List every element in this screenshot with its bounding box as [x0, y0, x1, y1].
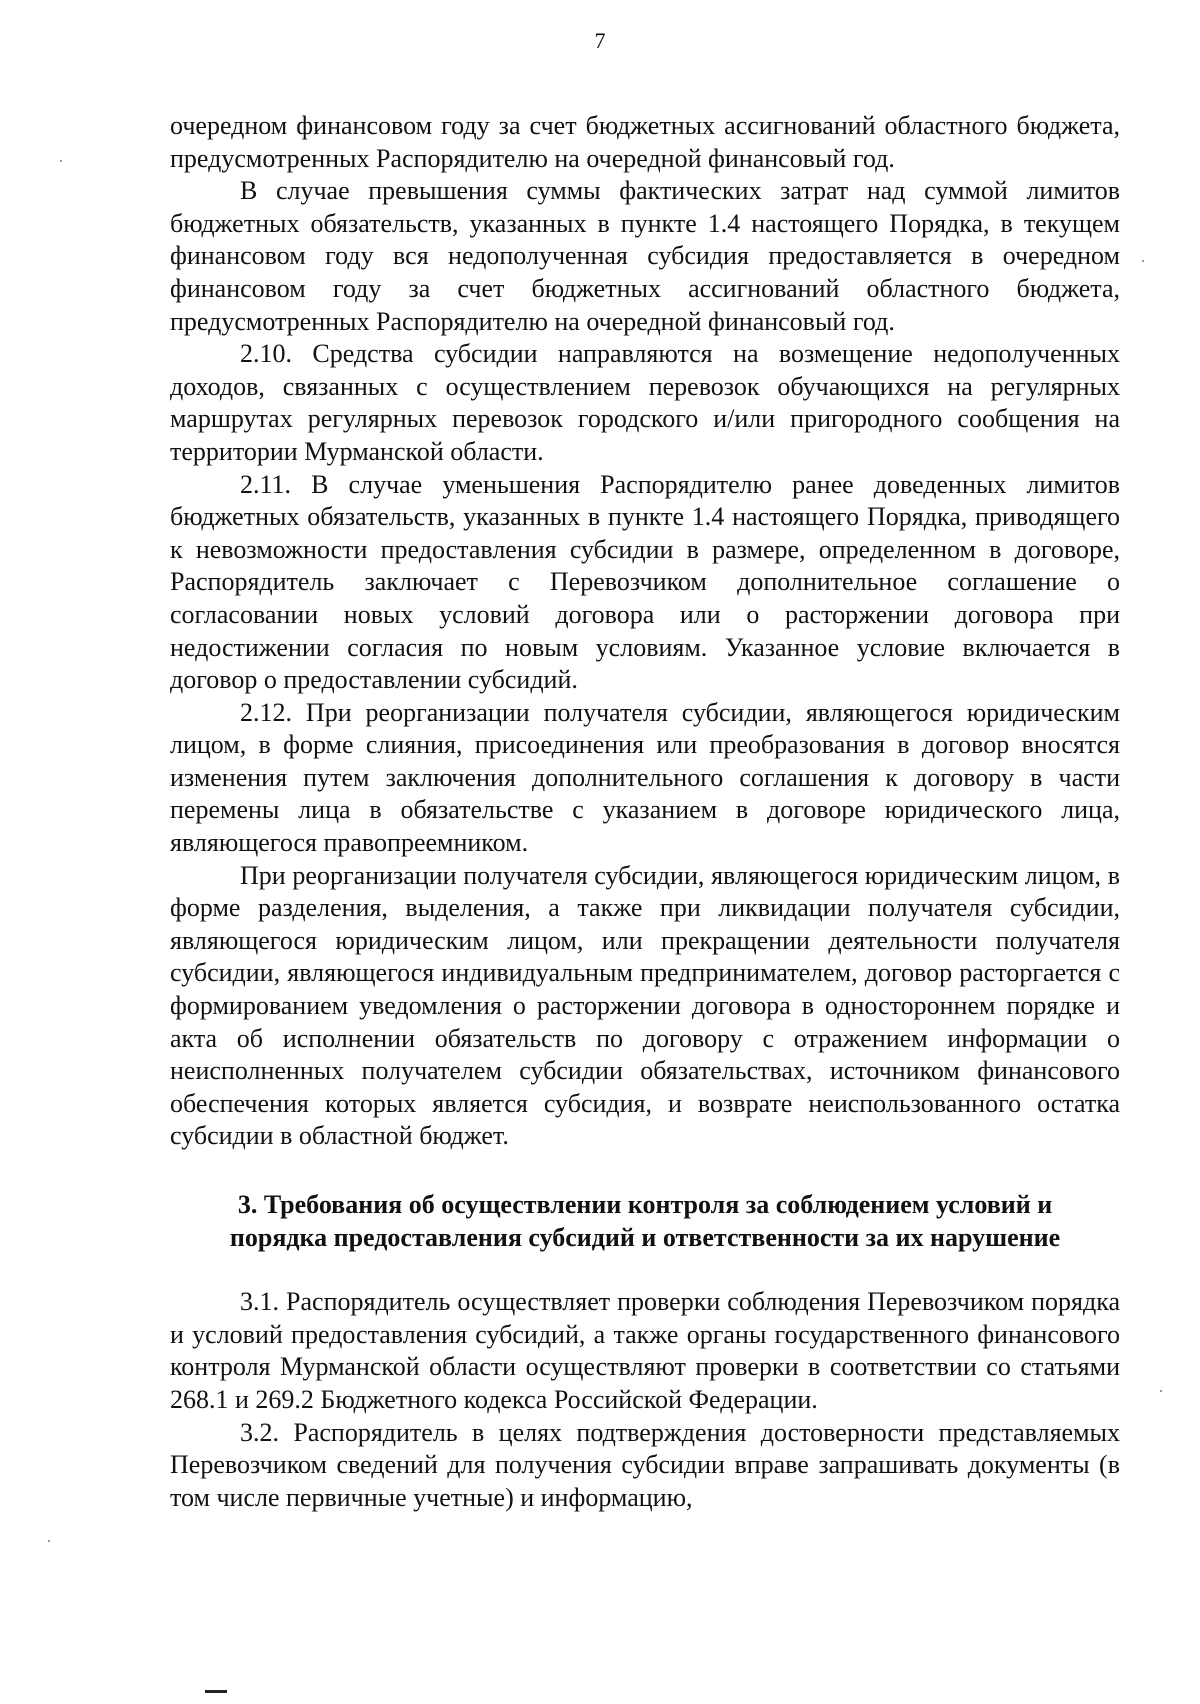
- document-body: [170, 110, 1120, 1514]
- paragraph-3-1: 3.1. Распорядитель осуществляет проверки соблюдения Перевозчиком порядка и условий предоставления субсидий, а также органы государственного финансового контроля Мурманской области осуществляют проверки в соответствии со статьями 268.1 и 269.2 Бюджетного кодекса Российской Федерации.: [170, 1287, 1120, 1414]
- paragraph-2-11: 2.11. В случае уменьшения Распорядителю ранее доведенных лимитов бюджетных обязательств, указанных в пункте 1.4 настоящего Порядка, приводящего к невозможности предоставления субсидии в размере, определенном в договоре, Распорядитель заключает с Перевозчиком дополнительное соглашение о согласовании новых условий договора или о расторжении договора при недостижении согласия по новым условиям. Указанное условие включается в договор о предоставлении субсидий.: [170, 469, 1120, 695]
- section-3-heading: [170, 1189, 1120, 1254]
- scan-speck: [48, 1540, 50, 1542]
- section-3-heading-line1: 3. Требования об осуществлении контроля за соблюдением условий и: [237, 1190, 1053, 1219]
- scan-speck: [60, 160, 62, 162]
- scan-speck: [1160, 1390, 1162, 1392]
- paragraph-2-12: 2.12. При реорганизации получателя субсидии, являющегося юридическим лицом, в форме слияния, присоединения или преобразования в договор вносятся изменения путем заключения дополнительного соглашения к договору в части перемены лица в обязательстве с указанием в договоре юридического лица, являющегося правопреемником.: [170, 697, 1120, 858]
- paragraph-cost-excess: В случае превышения суммы фактических затрат над суммой лимитов бюджетных обязательств, указанных в пункте 1.4 настоящего Порядка, в текущем финансовом году вся недополученная субсидия предоставляется в очередном финансовом году за счет бюджетных ассигнований областного бюджета, предусмотренных Распорядителю на очередной финансовый год.: [170, 176, 1120, 336]
- paragraph-continuation: очередном финансовом году за счет бюджетных ассигнований областного бюджета, предусмотренных Распорядителю на очередной финансовый год.: [170, 111, 1120, 173]
- section-3-heading-line2: порядка предоставления субсидий и ответственности за их нарушение: [229, 1222, 1061, 1252]
- paragraph-2-10: 2.10. Средства субсидии направляются на возмещение недополученных доходов, связанных с осуществлением перевозок обучающихся на регулярных маршрутах регулярных перевозок городского и/или пригородного сообщения на территории Мурманской области.: [170, 339, 1120, 466]
- paragraph-reorganization: При реорганизации получателя субсидии, являющегося юридическим лицом, в форме разделения, выделения, а также при ликвидации получателя субсидии, являющегося юридическим лицом, или прекращении деятельности получателя субсидии, являющегося индивидуальным предпринимателем, договор расторгается с формированием уведомления о расторжении договора в одностороннем порядке и акта об исполнении обязательств по договору с отражением информации о неисполненных получателем субсидии обязательствах, источником финансового обеспечения которых является субсидия, и возврате неиспользованного остатка субсидии в областной бюджет.: [170, 860, 1120, 1151]
- scan-speck: [1142, 260, 1144, 262]
- paragraph-3-2: 3.2. Распорядитель в целях подтверждения достоверности представляемых Перевозчиком сведений для получения субсидии вправе запрашивать документы (в том числе первичные учетные) и информацию,: [170, 1417, 1120, 1512]
- scan-mark: [205, 1690, 227, 1693]
- page-number: 7: [594, 28, 606, 53]
